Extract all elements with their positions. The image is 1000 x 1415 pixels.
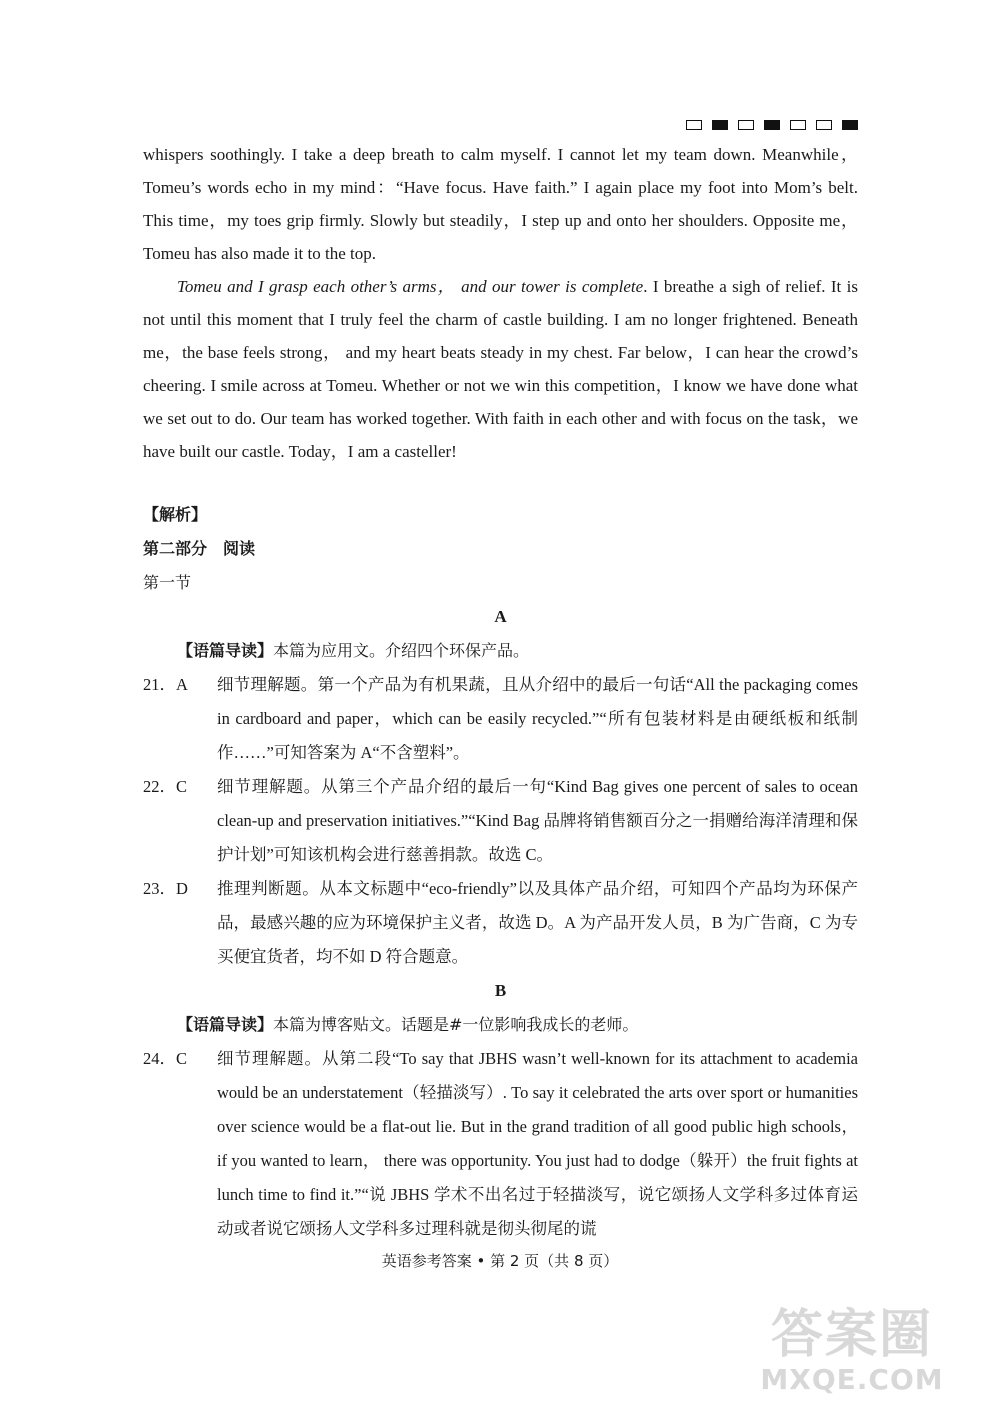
answer-number: 24．C: [143, 1049, 188, 1068]
page-footer: 英语参考答案 • 第 2 页（共 8 页）: [381, 1252, 619, 1270]
section-heading: 第一节: [143, 573, 192, 592]
story-paragraph-1: whispers soothingly. I take a deep breath to calm myself. I cannot let my team down. Meanwhile，Tomeu’s words echo in my mind：“Have focus. Have faith.” I again place my foot into Mom’s belt. This time，my toes grip firmly. Slowly but steadily，I step up and onto her shoulders. Opposite me，Tomeu has also made it to the top.: [143, 145, 858, 263]
story-paragraph-2: [143, 270, 858, 468]
answer-explanation: 细节理解题。第一个产品为有机果蔬，且从介绍中的最后一句话“All the packaging comes in cardboard and paper，which can be easily recycled.”“所有包装材料是由硬纸板和纸制作……”可知答案为 A“不含塑料”。: [217, 675, 858, 762]
marker-square: [738, 120, 754, 130]
answer-item: [143, 770, 858, 872]
answer-item: [143, 1042, 858, 1246]
marker-square: [816, 120, 832, 130]
marker-square: [790, 120, 806, 130]
marker-square: [686, 120, 702, 130]
watermark-url: MXQE.COM: [760, 1363, 944, 1396]
page-content: [143, 138, 858, 1246]
answer-item: [143, 668, 858, 770]
story-italic-sentence: Tomeu and I grasp each other’s arms， and our tower is complete: [177, 277, 644, 296]
marker-square: [764, 120, 780, 130]
watermark-text: 答案圈: [770, 1305, 933, 1365]
passage-b-guide: 【语篇导读】本篇为博客贴文。话题是#一位影响我成长的老师。: [177, 1015, 639, 1034]
answer-explanation: 细节理解题。从第二段“To say that JBHS wasn’t well-known for its attachment to academia would be an understatement（轻描淡写）. To say it celebrated the arts over sport or humanities over science would be a flat-out lie. But in the grand tradition of all good public high schools，if you wanted to learn， there was opportunity. You just had to dodge（躲开）the fruit fights at lunch time to find it.”“说 JBHS 学术不出名过于轻描淡写，说它颂扬人文学科多过体育运动或者说它颂扬人文学科多过理科就是彻头彻尾的谎: [217, 1049, 858, 1238]
marker-square: [712, 120, 728, 130]
answer-number: 22．C: [143, 777, 188, 796]
passage-a-title: A: [494, 607, 507, 626]
answer-explanation: 推理判断题。从本文标题中“eco-friendly”以及具体产品介绍，可知四个产品均为环保产品，最感兴趣的应为环境保护主义者，故选 D。A 为产品开发人员，B 为广告商，C 为专买便宜货者，均不如 D 符合题意。: [217, 879, 858, 966]
page-marker-squares: [686, 120, 858, 130]
passage-a-guide: 【语篇导读】本篇为应用文。介绍四个环保产品。: [177, 641, 530, 660]
analysis-label: 【解析】: [143, 505, 208, 524]
answer-number: 23．D: [143, 879, 188, 898]
marker-square: [842, 120, 858, 130]
answer-item: [143, 872, 858, 974]
answer-number: 21．A: [143, 675, 188, 694]
answer-explanation: 细节理解题。从第三个产品介绍的最后一句“Kind Bag gives one percent of sales to ocean clean-up and preservation initiatives.”“Kind Bag 品牌将销售额百分之一捐赠给海洋清理和保护计划”可知该机构会进行慈善捐款。故选 C。: [217, 777, 858, 864]
passage-b-title: B: [494, 981, 507, 1000]
watermark-logo: [742, 1307, 962, 1407]
part-heading: 第二部分 阅读: [143, 539, 256, 558]
story-paragraph-2-rest: . I breathe a sigh of relief. It is not until this moment that I truly feel the charm of castle building. I am no longer frightened. Beneath me，the base feels strong， and my heart beats steady in my chest. Far below，I can hear the crowd’s cheering. I smile across at Tomeu. Whether or not we win this competition，I know we have done what we set out to do. Our team has worked together. With faith in each other and with focus on the task，we have built our castle. Today，I am a casteller!: [143, 277, 858, 461]
